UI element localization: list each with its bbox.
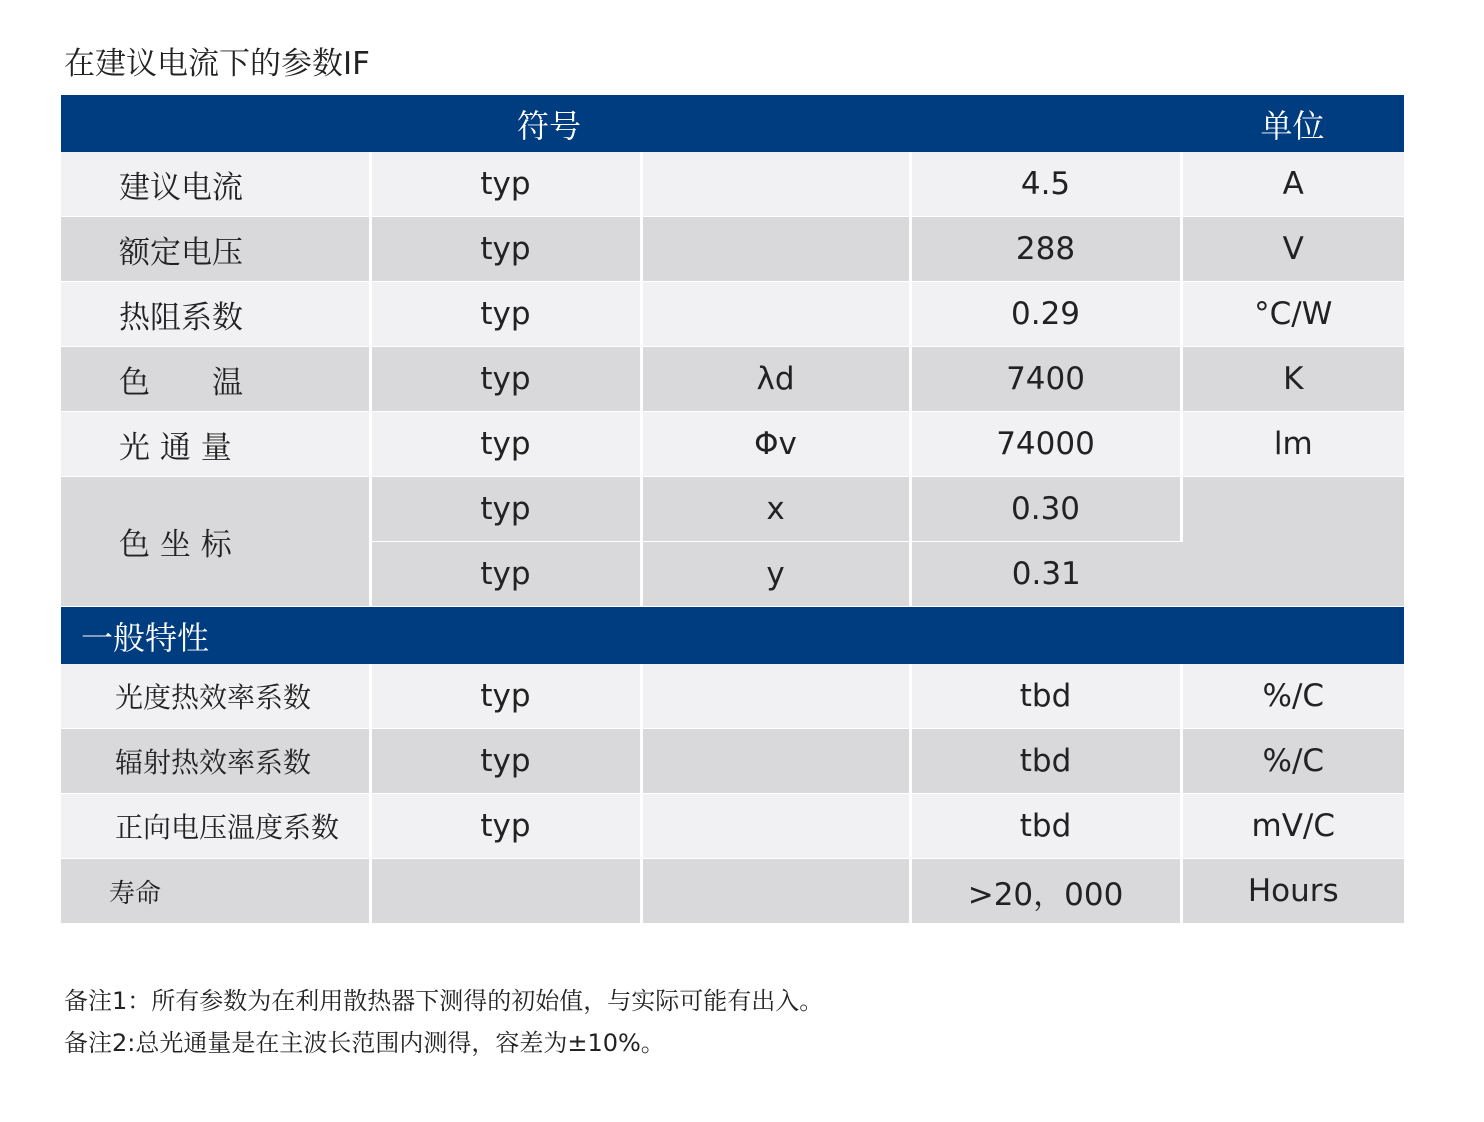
note-2: 备注2:总光通量是在主波长范围内测得，容差为±10%。 (64, 1029, 665, 1057)
row-value: 0.31 (910, 542, 1181, 607)
table-row (61, 729, 1404, 794)
header-spacer (641, 95, 1181, 152)
header-unit: 单位 (1181, 95, 1404, 152)
note-1: 备注1：所有参数为在利用散热器下测得的初始值，与实际可能有出入。 (64, 987, 824, 1015)
row-type: typ (370, 152, 641, 217)
row-type: typ (370, 729, 641, 794)
row-unit: K (1181, 347, 1404, 412)
row-type: typ (370, 347, 641, 412)
table-row (61, 477, 1404, 542)
row-unit: Hours (1181, 859, 1404, 924)
row-value: tbd (910, 664, 1181, 729)
row-unit: °C/W (1181, 282, 1404, 347)
row-symbol (641, 859, 910, 924)
row-symbol: x (641, 477, 910, 542)
row-value: 0.29 (910, 282, 1181, 347)
row-symbol (641, 794, 910, 859)
row-unit: %/C (1181, 664, 1404, 729)
row-symbol: Φv (641, 412, 910, 477)
row-type (370, 859, 641, 924)
header-symbol: 符号 (61, 95, 641, 152)
table-row (61, 794, 1404, 859)
row-label: 额定电压 (61, 217, 370, 282)
row-type: typ (370, 664, 641, 729)
table-row (61, 152, 1404, 217)
row-type: typ (370, 282, 641, 347)
row-label: 热阻系数 (61, 282, 370, 347)
row-value: tbd (910, 729, 1181, 794)
row-value: 288 (910, 217, 1181, 282)
row-value: 4.5 (910, 152, 1181, 217)
row-unit: V (1181, 217, 1404, 282)
row-symbol (641, 152, 910, 217)
notes (64, 985, 823, 1069)
row-unit (1181, 477, 1404, 607)
general-header: 一般特性 (61, 607, 1404, 665)
table-header-row (61, 95, 1404, 152)
chromaticity-label: 色 坐 标 (61, 477, 370, 607)
row-type: typ (370, 217, 641, 282)
row-label: 色 温 (61, 347, 370, 412)
row-symbol (641, 217, 910, 282)
row-value: tbd (910, 794, 1181, 859)
row-label: 正向电压温度系数 (61, 794, 370, 859)
row-symbol: λd (641, 347, 910, 412)
table-row (61, 217, 1404, 282)
row-value: >20，000 (910, 859, 1181, 924)
row-unit: A (1181, 152, 1404, 217)
row-unit: mV/C (1181, 794, 1404, 859)
table-row (61, 282, 1404, 347)
row-label: 寿命 (61, 859, 370, 924)
row-type: typ (370, 794, 641, 859)
row-symbol (641, 664, 910, 729)
row-type: typ (370, 412, 641, 477)
row-type: typ (370, 542, 641, 607)
general-header-row (61, 607, 1404, 665)
table-row (61, 859, 1404, 924)
row-type: typ (370, 477, 641, 542)
row-value: 7400 (910, 347, 1181, 412)
table-row (61, 347, 1404, 412)
row-symbol: y (641, 542, 910, 607)
row-label: 光 通 量 (61, 412, 370, 477)
spec-table (61, 95, 1404, 924)
row-unit: %/C (1181, 729, 1404, 794)
table-row (61, 412, 1404, 477)
row-label: 辐射热效率系数 (61, 729, 370, 794)
page-title: 在建议电流下的参数IF (64, 46, 370, 82)
row-symbol (641, 282, 910, 347)
row-value: 0.30 (910, 477, 1181, 542)
row-label: 光度热效率系数 (61, 664, 370, 729)
row-value: 74000 (910, 412, 1181, 477)
table-row (61, 664, 1404, 729)
row-label: 建议电流 (61, 152, 370, 217)
row-unit: lm (1181, 412, 1404, 477)
row-symbol (641, 729, 910, 794)
